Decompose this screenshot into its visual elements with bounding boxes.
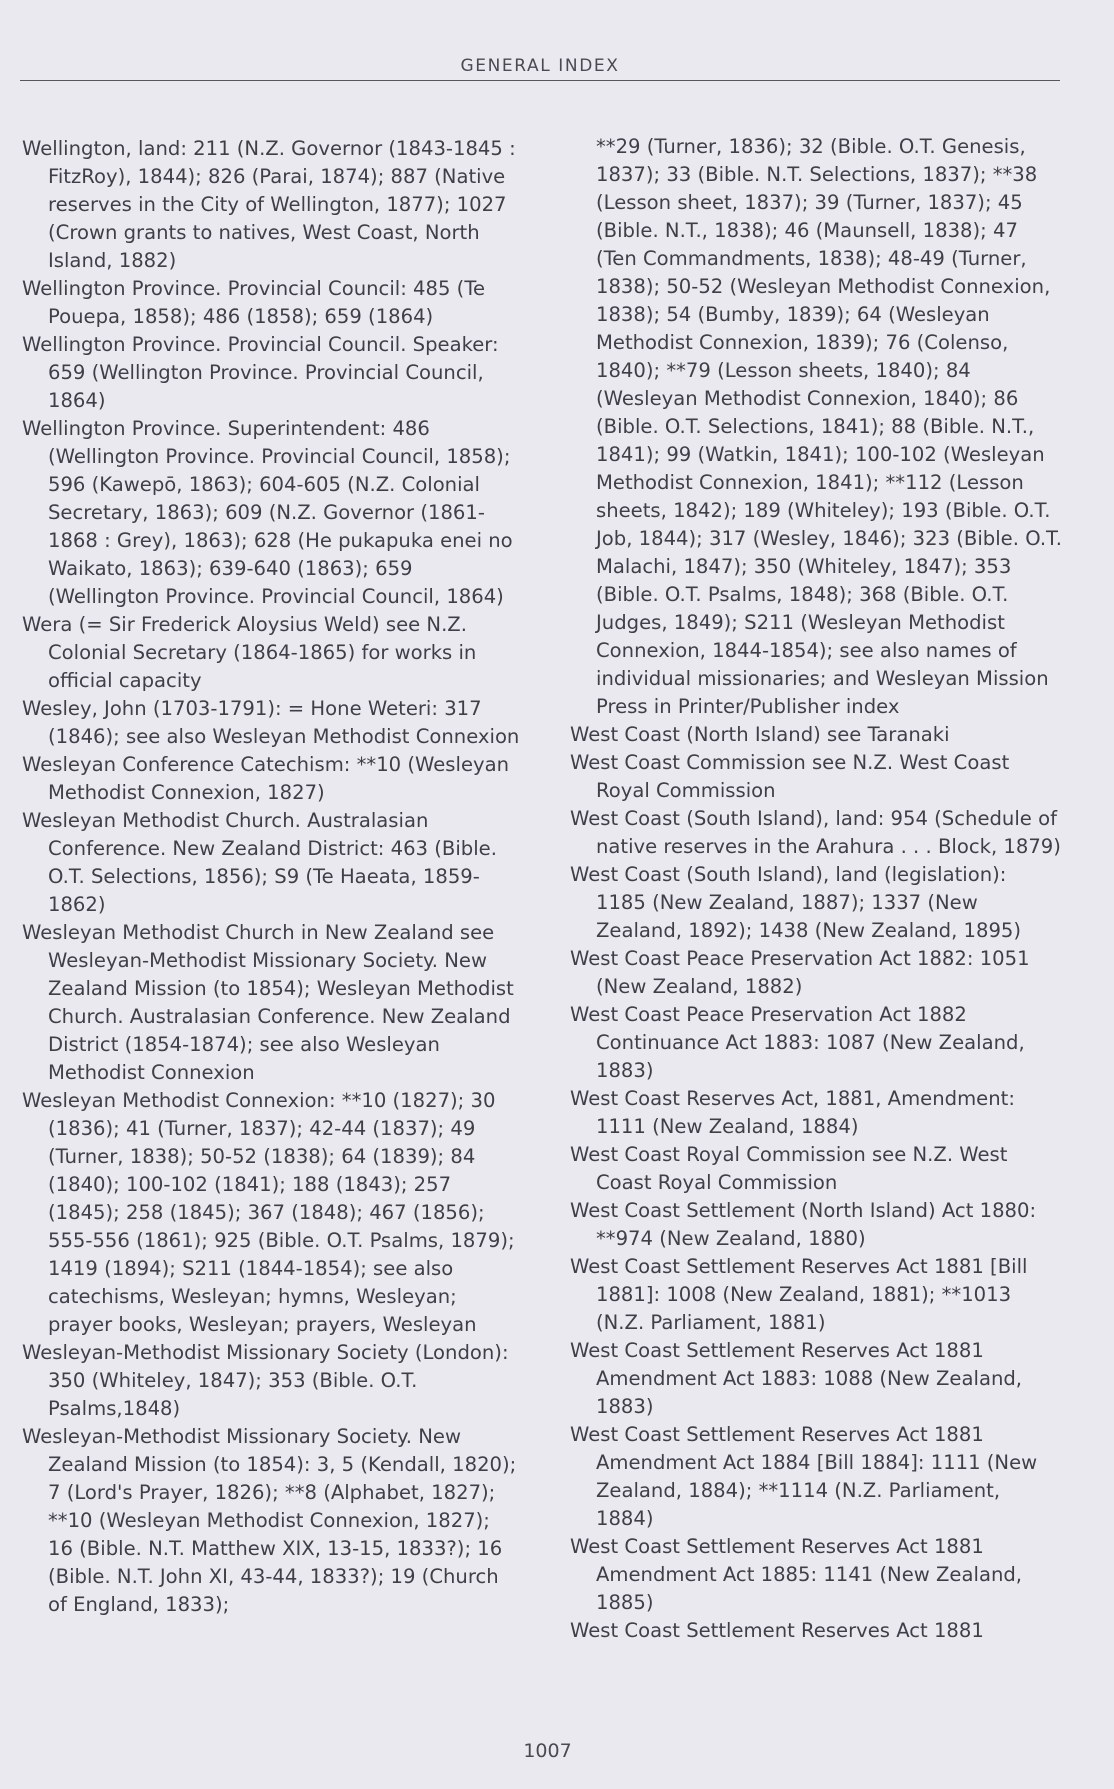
index-entry: Wesleyan-Methodist Missionary Society. New Zealand Mission (to 1854): 3, 5 (Kendall, 1820); 7 (Lord's Prayer, 1826); **8 (Alphabet, 1827); **10 (Wesleyan Methodist Connexion, 1827); 16 (Bible. N.T. Matthew XIX, 13-15, 1833?); 16 (Bible. N.T. John XI, 43-44, 1833?); 19 (Church of England, 1833); [22, 1425, 517, 1616]
index-entry: Wesleyan Methodist Church. Australasian Conference. New Zealand District: 463 (Bible. O.T. Selections, 1856); S9 (Te Haeata, 1859-1862) [22, 809, 497, 916]
index-entry: West Coast Peace Preservation Act 1882: 1051 (New Zealand, 1882) [570, 947, 1030, 998]
index-entry: West Coast Settlement Reserves Act 1881 [570, 1619, 984, 1642]
index-entry: Wellington Province. Provincial Council. Speaker: 659 (Wellington Province. Provincial Council, 1864) [22, 333, 499, 412]
index-entry: West Coast (South Island), land (legislation): 1185 (New Zealand, 1887); 1337 (New Zealand, 1892); 1438 (New Zealand, 1895) [570, 863, 1022, 942]
index-entry: Wesleyan-Methodist Missionary Society (London): 350 (Whiteley, 1847); 353 (Bible. O.T. Psalms,1848) [22, 1341, 509, 1420]
page-number: 1007 [523, 1740, 572, 1762]
index-entry: Wellington, land: 211 (N.Z. Governor (1843-1845 : FitzRoy), 1844); 826 (Parai, 1874); 887 (Native reserves in the City of Wellington, 1877); 1027 (Crown grants to natives, West Coast, North Island, 1882) [22, 137, 516, 272]
index-entry: West Coast Royal Commission see N.Z. West Coast Royal Commission [570, 1143, 1008, 1194]
index-entry: West Coast Settlement Reserves Act 1881 Amendment Act 1883: 1088 (New Zealand, 1883) [570, 1339, 1023, 1418]
right-column [570, 133, 1062, 1645]
header-rule [20, 80, 1060, 81]
index-entry-continuation: **29 (Turner, 1836); 32 (Bible. O.T. Genesis, 1837); 33 (Bible. N.T. Selections, 1837); **38 (Lesson sheet, 1837); 39 (Turner, 1837); 45 (Bible. N.T., 1838); 46 (Maunsell, 1838); 47 (Ten Commandments, 1838); 48-49 (Turner, 1838); 50-52 (Wesleyan Methodist Connexion, 1838); 54 (Bumby, 1839); 64 (Wesleyan Methodist Connexion, 1839); 76 (Colenso, 1840); **79 (Lesson sheets, 1840); 84 (Wesleyan Methodist Connexion, 1840); 86 (Bible. O.T. Selections, 1841); 88 (Bible. N.T., 1841); 99 (Watkin, 1841); 100-102 (Wesleyan Methodist Connexion, 1841); **112 (Lesson sheets, 1842); 189 (Whiteley); 193 (Bible. O.T. Job, 1844); 317 (Wesley, 1846); 323 (Bible. O.T. Malachi, 1847); 350 (Whiteley, 1847); 353 (Bible. O.T. Psalms, 1848); 368 (Bible. O.T. Judges, 1849); S211 (Wesleyan Methodist Connexion, 1844-1854); see also names of individual missionaries; and Wesleyan Mission Press in Printer/Publisher index [596, 135, 1062, 718]
index-entry: Wellington Province. Provincial Council: 485 (Te Pouepa, 1858); 486 (1858); 659 (1864) [22, 277, 486, 328]
index-entry: Wera (= Sir Frederick Aloysius Weld) see N.Z. Colonial Secretary (1864-1865) for works in official capacity [22, 613, 477, 692]
index-entry: West Coast Commission see N.Z. West Coast Royal Commission [570, 751, 1010, 802]
index-entry: West Coast Settlement Reserves Act 1881 Amendment Act 1884 [Bill 1884]: 1111 (New Zealand, 1884); **1114 (N.Z. Parliament, 1884) [570, 1423, 1038, 1530]
index-entry: Wesley, John (1703-1791): = Hone Weteri: 317 (1846); see also Wesleyan Methodist Connexion [22, 697, 520, 748]
left-column [22, 135, 520, 1619]
index-entry: West Coast (North Island) see Taranaki [570, 723, 950, 746]
index-entry: Wesleyan Conference Catechism: **10 (Wesleyan Methodist Connexion, 1827) [22, 753, 510, 804]
page-header: GENERAL INDEX [460, 56, 620, 76]
index-entry: West Coast Settlement Reserves Act 1881 Amendment Act 1885: 1141 (New Zealand, 1885) [570, 1535, 1023, 1614]
index-entry: West Coast (South Island), land: 954 (Schedule of native reserves in the Arahura . . . Block, 1879) [570, 807, 1061, 858]
index-entry: West Coast Settlement (North Island) Act 1880: **974 (New Zealand, 1880) [570, 1199, 1037, 1250]
index-entry: West Coast Peace Preservation Act 1882 Continuance Act 1883: 1087 (New Zealand, 1883) [570, 1003, 1025, 1082]
index-entry: West Coast Reserves Act, 1881, Amendment: 1111 (New Zealand, 1884) [570, 1087, 1015, 1138]
index-entry: Wellington Province. Superintendent: 486 (Wellington Province. Provincial Council, 1858); 596 (Kawepō, 1863); 604-605 (N.Z. Colonial Secretary, 1863); 609 (N.Z. Governor (1861-1868 : Grey), 1863); 628 (He pukapuka enei no Waikato, 1863); 639-640 (1863); 659 (Wellington Province. Provincial Council, 1864) [22, 417, 513, 608]
index-entry: Wesleyan Methodist Connexion: **10 (1827); 30 (1836); 41 (Turner, 1837); 42-44 (1837); 49 (Turner, 1838); 50-52 (1838); 64 (1839); 84 (1840); 100-102 (1841); 188 (1843); 257 (1845); 258 (1845); 367 (1848); 467 (1856); 555-556 (1861); 925 (Bible. O.T. Psalms, 1879); 1419 (1894); S211 (1844-1854); see also catechisms, Wesleyan; hymns, Wesleyan; prayer books, Wesleyan; prayers, Wesleyan [22, 1089, 515, 1336]
index-entry: Wesleyan Methodist Church in New Zealand see Wesleyan-Methodist Missionary Society. New Zealand Mission (to 1854); Wesleyan Methodist Church. Australasian Conference. New Zealand District (1854-1874); see also Wesleyan Methodist Connexion [22, 921, 514, 1084]
index-entry: West Coast Settlement Reserves Act 1881 [Bill 1881]: 1008 (New Zealand, 1881); **1013 (N.Z. Parliament, 1881) [570, 1255, 1028, 1334]
